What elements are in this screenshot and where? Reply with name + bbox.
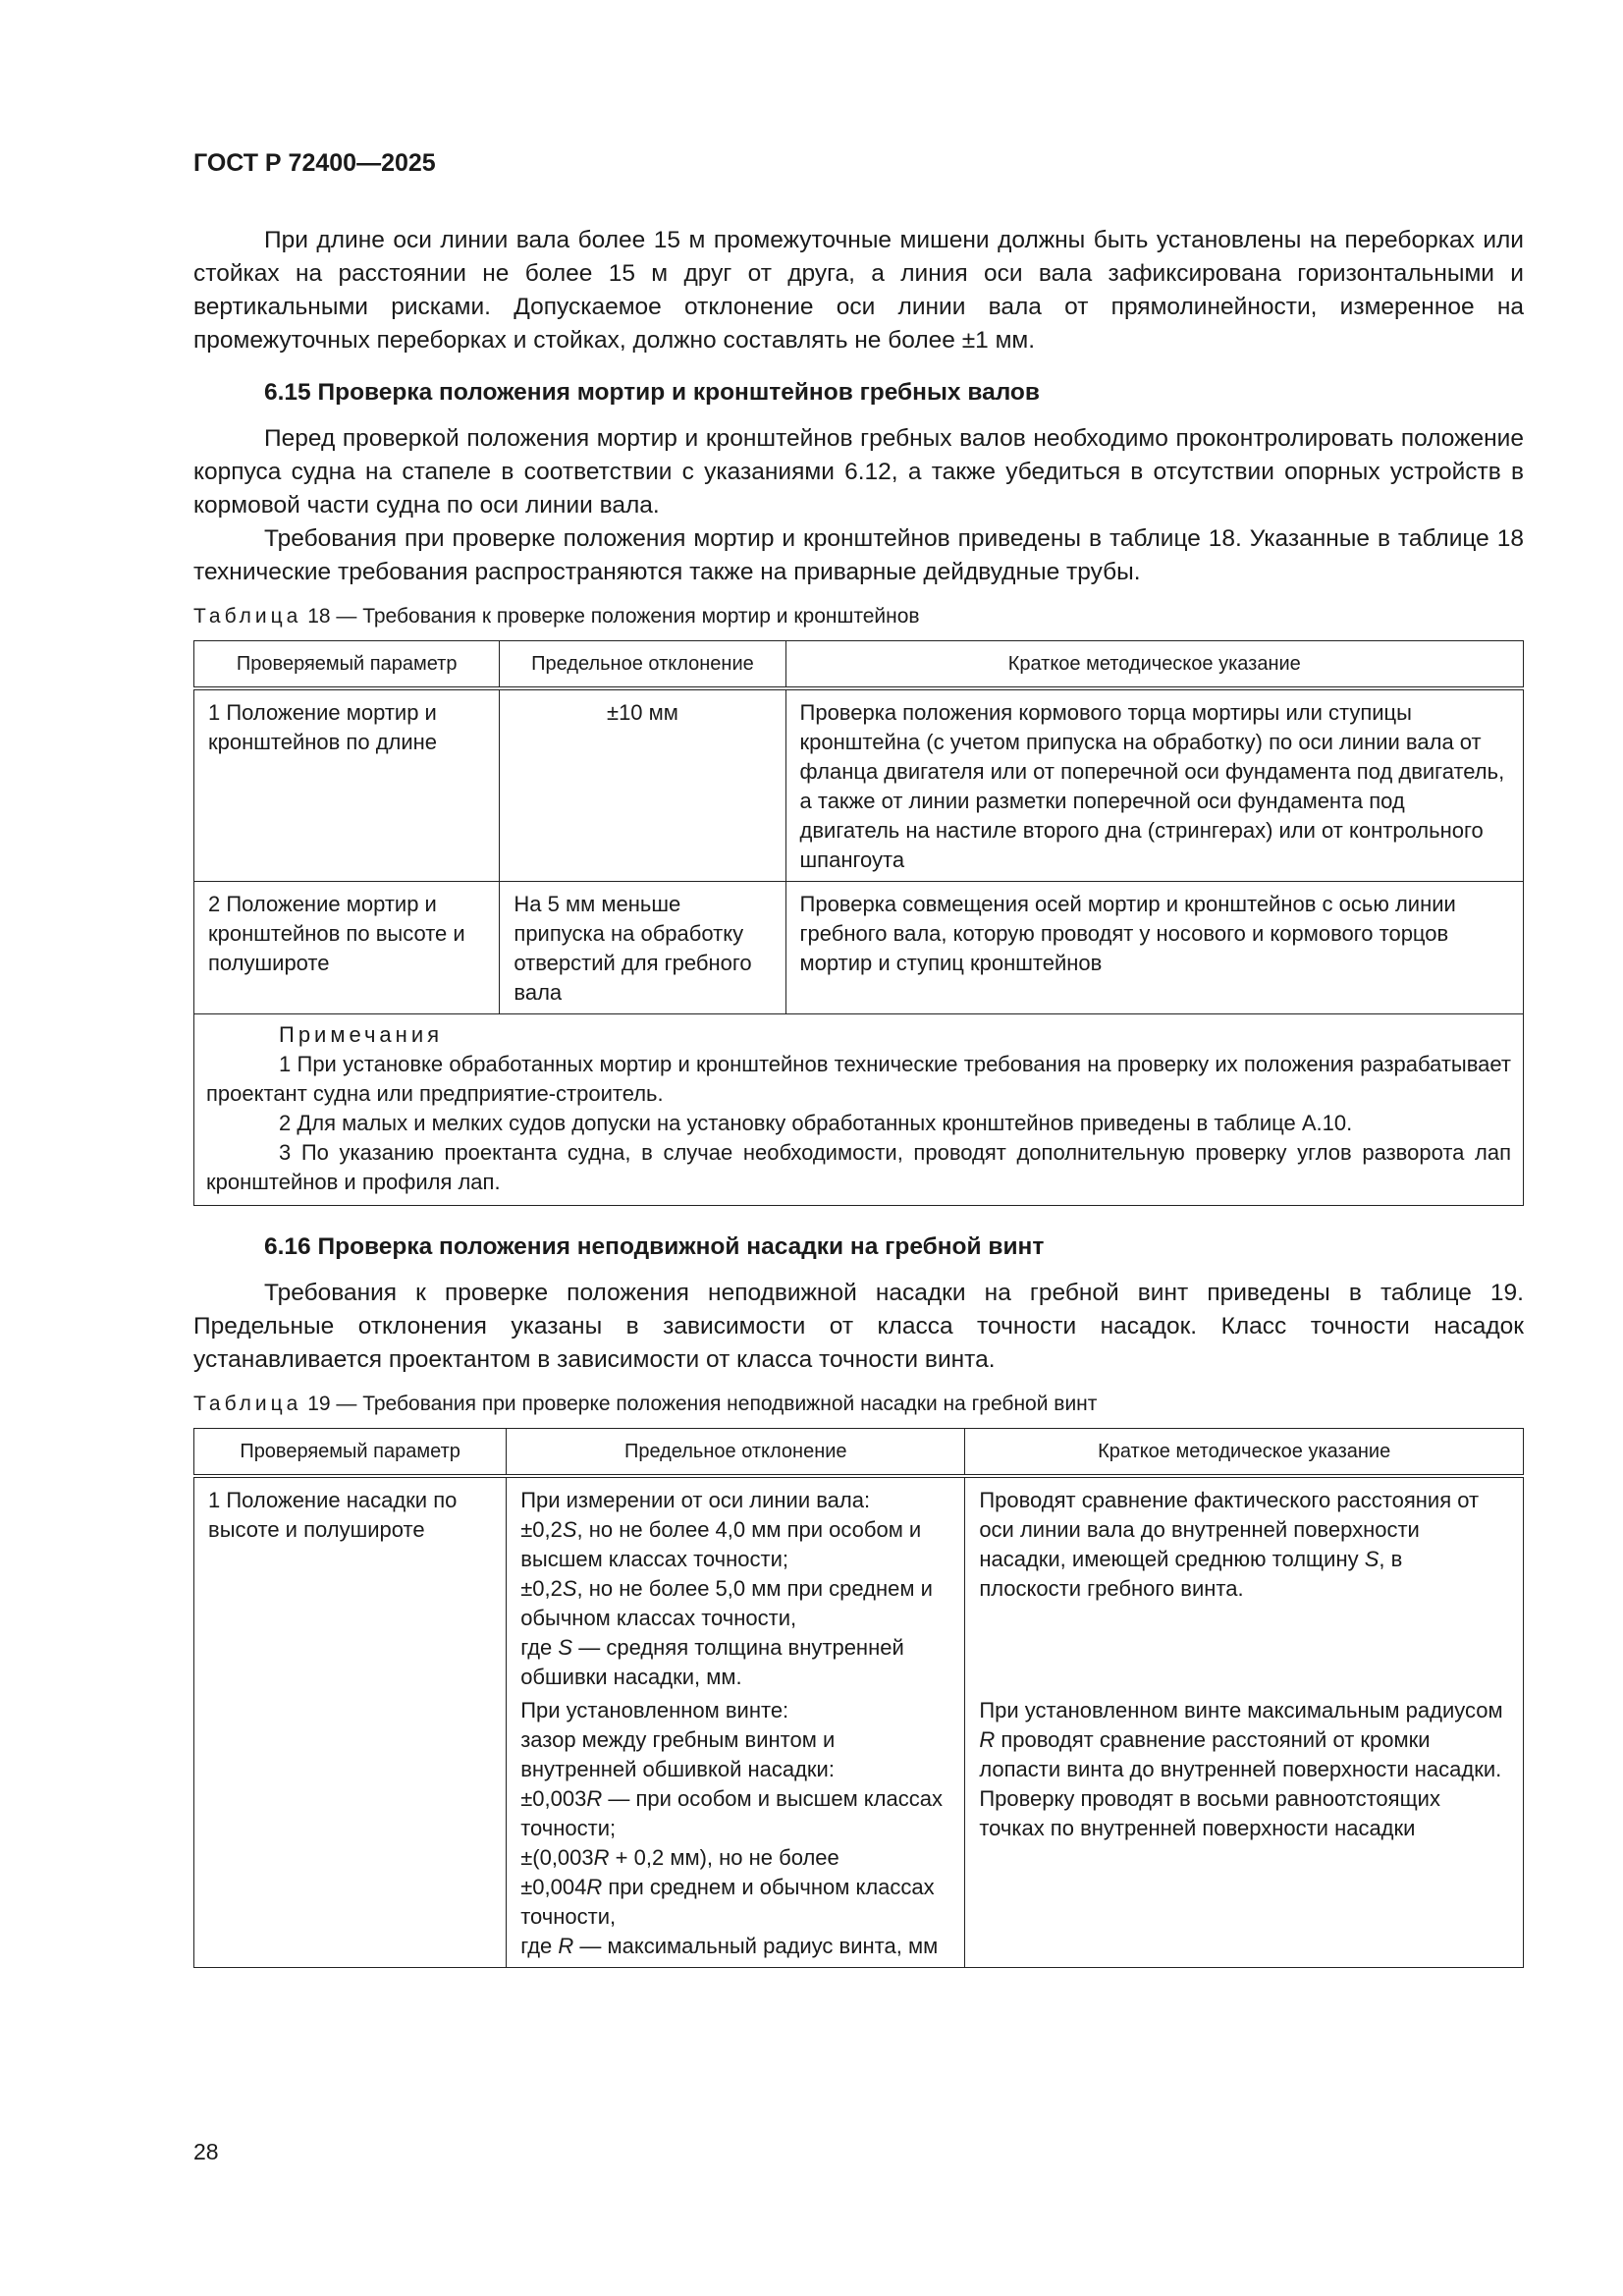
text-part: , но не более 5,0 мм при среднем и обычном классах точности, [520, 1576, 933, 1630]
note-item: 2 Для малых и мелких судов допуски на установку обработанных кронштейнов приведены в таблице А.10. [279, 1111, 1353, 1135]
table-19-header-row [194, 1429, 1524, 1477]
table-18-caption-text: 18 — Требования к проверке положения мортир и кронштейнов [307, 605, 920, 628]
symbol-r: R [593, 1845, 610, 1870]
text-part: , в плоскости гребного винта. [979, 1547, 1403, 1601]
page-number: 28 [193, 2139, 219, 2164]
table-19-header-deviation: Предельное отклонение [507, 1429, 965, 1477]
intro-paragraph: При длине оси линии вала более 15 м промежуточные мишени должны быть установлены на переборках или стойках на расстоянии не более 15 м друг от друга, а линия оси вала зафиксирована горизонтальными и вертикальными рисками. Допускаемое отклонение оси линии вала от прямолинейности, измеренное на промежуточных переборках и стойках, должно составлять не более ±1 мм. [193, 227, 1524, 354]
table-cell-deviation [507, 1476, 965, 1968]
deviation-line: При измерении от оси линии вала: [520, 1488, 871, 1512]
symbol-r: R [586, 1786, 603, 1811]
method-block-axis [979, 1486, 1509, 1604]
text-part: — при особом и высшем классах точности; [520, 1786, 943, 1840]
symbol-s: S [1364, 1547, 1380, 1571]
deviation-line: зазор между гребным винтом и внутренней обшивкой насадки: [520, 1727, 836, 1781]
table-18-notes [194, 1014, 1524, 1206]
deviation-block-propeller [520, 1696, 950, 1961]
text-part: Проводят сравнение фактического расстояния от оси линии вала до внутренней поверхности насадки, имеющей среднюю толщину [979, 1488, 1480, 1571]
table-cell-method: Проверка положения кормового торца мортиры или ступицы кронштейна (с учетом припуска на обработку) по оси линии вала от фланца двигателя или от поперечной оси фундамента под двигатель, а также от линии разметки поперечной оси фундамента под двигатель на настиле второго дна (стрингерах) или от контрольного шпангоута [785, 688, 1523, 882]
table-19-header-method: Краткое методическое указание [965, 1429, 1524, 1477]
symbol-s: S [562, 1576, 577, 1601]
section-6-15-paragraph-1: Перед проверкой положения мортир и кронштейнов гребных валов необходимо проконтролировать положение корпуса судна на стапеле в соответствии с указаниями 6.12, а также убедиться в отсутствии опорных устройств в кормовой части судна по оси линии вала. [193, 425, 1524, 519]
table-19 [193, 1428, 1524, 1968]
table-cell-method: Проверка совмещения осей мортир и кронштейнов с осью линии гребного вала, которую проводят у носового и кормового торцов мортир и ступиц кронштейнов [785, 882, 1523, 1014]
symbol-r: R [558, 1934, 574, 1958]
text-part: проводят сравнение расстояний от кромки лопасти винта до внутренней поверхности насадки. Проверку проводят в восьми равноотстоящих точках по внутренней поверхности насадки [979, 1727, 1502, 1840]
text-part: — максимальный радиус винта, мм [573, 1934, 939, 1958]
table-18-header-param: Проверяемый параметр [194, 641, 500, 689]
text-part: ±0,2 [520, 1517, 563, 1542]
text-part: При установленном винте максимальным радиусом [979, 1698, 1503, 1722]
table-cell-param: 2 Положение мортир и кронштейнов по высоте и полушироте [194, 882, 500, 1014]
table-cell-param: 1 Положение насадки по высоте и полушироте [194, 1476, 507, 1968]
deviation-line [520, 1932, 950, 1961]
deviation-line: При установленном винте: [520, 1698, 789, 1722]
table-18-caption-word: Таблица [193, 605, 302, 628]
notes-title: Примечания [279, 1022, 444, 1047]
table-18 [193, 640, 1524, 1206]
text-part: ±0,004 [520, 1875, 587, 1899]
table-18-header-row [194, 641, 1524, 689]
section-6-15-title: 6.15 Проверка положения мортир и кронштейнов гребных валов [264, 379, 1040, 406]
text-part: , но не более 4,0 мм при особом и высшем классах точности; [520, 1517, 922, 1571]
section-6-16-title: 6.16 Проверка положения неподвижной насадки на гребной винт [264, 1233, 1045, 1260]
note-item: 3 По указанию проектанта судна, в случае необходимости, проводят дополнительную проверку углов разворота лап кронштейнов и профиля лап. [206, 1140, 1511, 1194]
note-item: 1 При установке обработанных мортир и кронштейнов технические требования на проверку их положения разрабатывает проектант судна или предприятие-строитель. [206, 1052, 1511, 1106]
table-19-caption-text: 19 — Требования при проверке положения неподвижной насадки на гребной винт [307, 1393, 1098, 1415]
deviation-line [520, 1873, 950, 1932]
deviation-block-axis [520, 1486, 950, 1692]
page-content [193, 224, 1524, 1968]
text-part: — средняя толщина внутренней обшивки насадки, мм. [520, 1635, 904, 1689]
table-19-caption-word: Таблица [193, 1393, 302, 1415]
table-cell-method [965, 1476, 1524, 1968]
document-header: ГОСТ Р 72400—2025 [193, 149, 436, 177]
text-part: ±(0,003 [520, 1845, 594, 1870]
table-18-header-method: Краткое методическое указание [785, 641, 1523, 689]
symbol-r: R [586, 1875, 603, 1899]
text-part: где [520, 1934, 559, 1958]
text-part: + 0,2 мм), но не более [609, 1845, 839, 1870]
table-18-header-deviation: Предельное отклонение [500, 641, 785, 689]
symbol-s: S [562, 1517, 577, 1542]
table-19-header-param: Проверяемый параметр [194, 1429, 507, 1477]
text-part: при среднем и обычном классах точности, [520, 1875, 935, 1929]
section-6-16-paragraph-1: Требования к проверке положения неподвижной насадки на гребной винт приведены в таблице 19. Предельные отклонения указаны в зависимости от класса точности насадок. Класс точности насадок устанавливается проектантом в зависимости от класса точности винта. [193, 1280, 1524, 1373]
table-row [194, 688, 1524, 882]
text-part: где [520, 1635, 559, 1660]
deviation-line [520, 1633, 950, 1692]
table-row [194, 1476, 1524, 1968]
table-cell-deviation: На 5 мм меньше припуска на обработку отверстий для гребного вала [500, 882, 785, 1014]
symbol-r: R [979, 1727, 996, 1752]
text-part: ±0,2 [520, 1576, 563, 1601]
method-block-propeller [979, 1696, 1509, 1843]
table-cell-deviation: ±10 мм [500, 688, 785, 882]
table-19-caption [193, 1391, 1524, 1418]
text-part: ±0,003 [520, 1786, 587, 1811]
deviation-line [520, 1574, 950, 1633]
deviation-line [520, 1784, 950, 1843]
table-18-caption [193, 603, 1524, 630]
table-cell-param: 1 Положение мортир и кронштейнов по длине [194, 688, 500, 882]
table-row [194, 882, 1524, 1014]
symbol-s: S [558, 1635, 573, 1660]
table-18-notes-row [194, 1014, 1524, 1206]
deviation-line [520, 1843, 950, 1873]
section-6-15-paragraph-2: Требования при проверке положения мортир и кронштейнов приведены в таблице 18. Указанные в таблице 18 технические требования распространяются также на приварные дейдвудные трубы. [193, 525, 1524, 585]
deviation-line [520, 1515, 950, 1574]
